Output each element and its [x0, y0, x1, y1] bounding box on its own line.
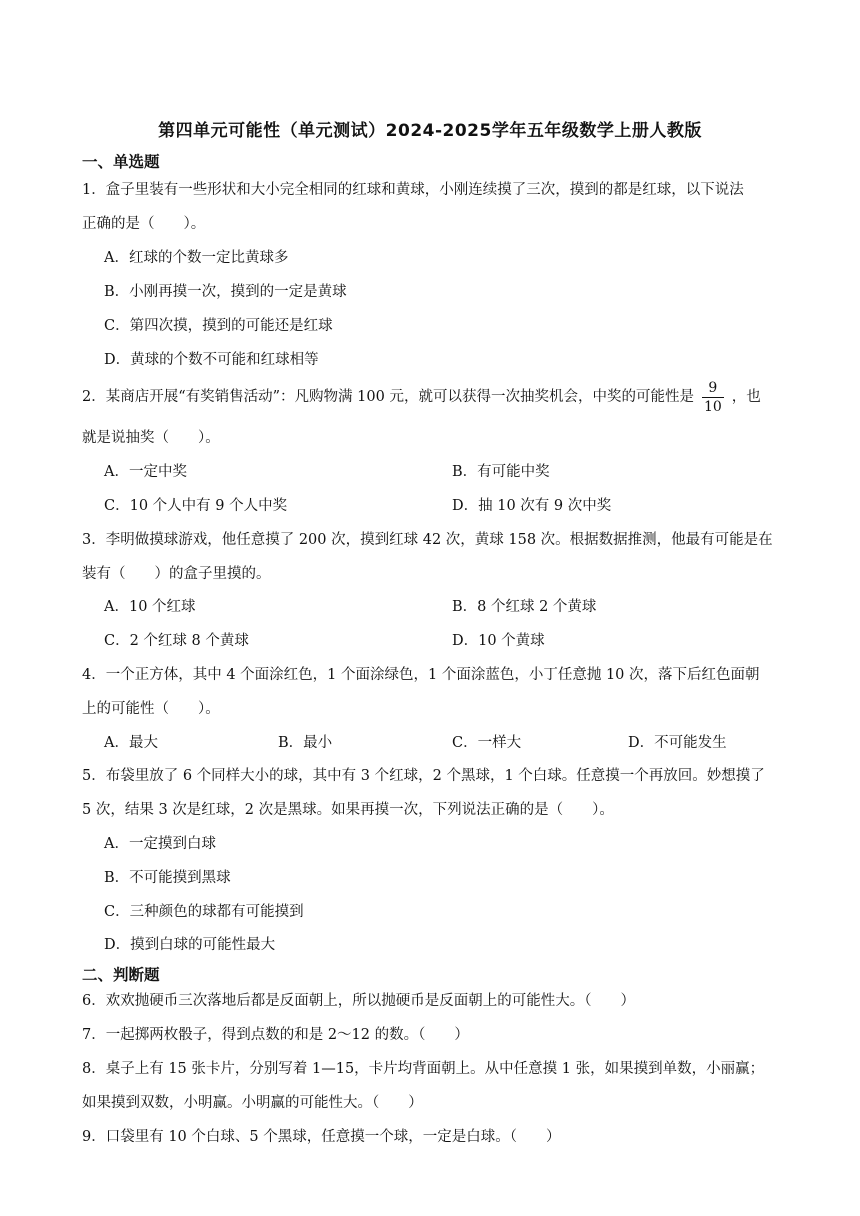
question-3-option-d: D．10 个黄球: [452, 633, 545, 649]
probability-fraction: [702, 379, 724, 416]
question-5-text-line-1: 5．布袋里放了 6 个同样大小的球，其中有 3 个红球，2 个黑球，1 个白球。任意摸一个再放回。妙想摸了: [82, 768, 765, 784]
question-5-option-a: A．一定摸到白球: [104, 836, 216, 852]
question-5-option-c: C．三种颜色的球都有可能摸到: [104, 904, 304, 920]
question-1-text-line-2: 正确的是（ ）。: [82, 216, 206, 232]
question-1-option-b: B．小刚再摸一次，摸到的一定是黄球: [104, 284, 347, 300]
question-4-option-c: C．一样大: [452, 735, 522, 751]
question-6-text: 6．欢欢抛硬币三次落地后都是反面朝上，所以抛硬币是反面朝上的可能性大。（ ）: [82, 993, 635, 1009]
question-4-text-line-1: 4．一个正方体，其中 4 个面涂红色，1 个面涂绿色，1 个面涂蓝色，小丁任意抛 10 次，落下后红色面朝: [82, 667, 760, 683]
fraction-numerator: 9: [702, 379, 724, 398]
question-5-text-line-2: 5 次，结果 3 次是红球，2 次是黑球。如果再摸一次，下列说法正确的是（ ）。: [82, 802, 614, 818]
question-2-text-before-fraction: 2．某商店开展“有奖销售活动”：凡购物满 100 元，就可以获得一次抽奖机会，中奖的可能性是: [82, 389, 694, 405]
question-4-option-a: A．最大: [104, 735, 158, 751]
question-3-option-b: B．8 个红球 2 个黄球: [452, 599, 597, 615]
question-8-text-line-2: 如果摸到双数，小明赢。小明赢的可能性大。（ ）: [82, 1095, 423, 1111]
question-4-option-b: B．最小: [278, 735, 333, 751]
page-title: 第四单元可能性（单元测试）2024-2025学年五年级数学上册人教版: [158, 121, 702, 141]
question-8-text-line-1: 8．桌子上有 15 张卡片，分别写着 1—15，卡片均背面朝上。从中任意摸 1 张，如果摸到单数，小丽赢；: [82, 1061, 765, 1077]
question-3-text-line-1: 3．李明做摸球游戏，他任意摸了 200 次，摸到红球 42 次，黄球 158 次。根据数据推测，他最有可能是在: [82, 532, 773, 548]
question-2-option-b: B．有可能中奖: [452, 464, 550, 480]
question-5-option-d: D．摸到白球的可能性最大: [104, 937, 276, 953]
question-4-text-line-2: 上的可能性（ ）。: [82, 701, 220, 717]
question-1-option-d: D．黄球的个数不可能和红球相等: [104, 352, 319, 368]
question-4-option-d: D．不可能发生: [628, 735, 727, 751]
question-1-text-line-1: 1．盒子里装有一些形状和大小完全相同的红球和黄球，小刚连续摸了三次，摸到的都是红球，以下说法: [82, 182, 744, 198]
question-2-option-a: A．一定中奖: [104, 464, 187, 480]
question-1-option-c: C．第四次摸，摸到的可能还是红球: [104, 318, 333, 334]
question-7-text: 7．一起掷两枚骰子，得到点数的和是 2～12 的数。（ ）: [82, 1027, 469, 1043]
question-2-option-c: C．10 个人中有 9 个人中奖: [104, 498, 288, 514]
question-3-option-a: A．10 个红球: [104, 599, 196, 615]
question-2-option-d: D．抽 10 次有 9 次中奖: [452, 498, 612, 514]
fraction-denominator: 10: [703, 398, 722, 415]
question-5-option-b: B．不可能摸到黑球: [104, 870, 231, 886]
question-9-text: 9．口袋里有 10 个白球、5 个黑球，任意摸一个球，一定是白球。（ ）: [82, 1129, 561, 1145]
question-2-text-line-2: 就是说抽奖（ ）。: [82, 430, 220, 446]
section-heading-single-choice: 一、单选题: [82, 153, 160, 171]
section-heading-true-false: 二、判断题: [82, 966, 160, 984]
question-2-text-after-fraction: ，也: [731, 389, 761, 405]
question-2-text-line-1: [82, 374, 812, 420]
question-3-text-line-2: 装有（ ）的盒子里摸的。: [82, 566, 271, 582]
question-3-option-c: C．2 个红球 8 个黄球: [104, 633, 249, 649]
question-1-option-a: A．红球的个数一定比黄球多: [104, 250, 289, 266]
